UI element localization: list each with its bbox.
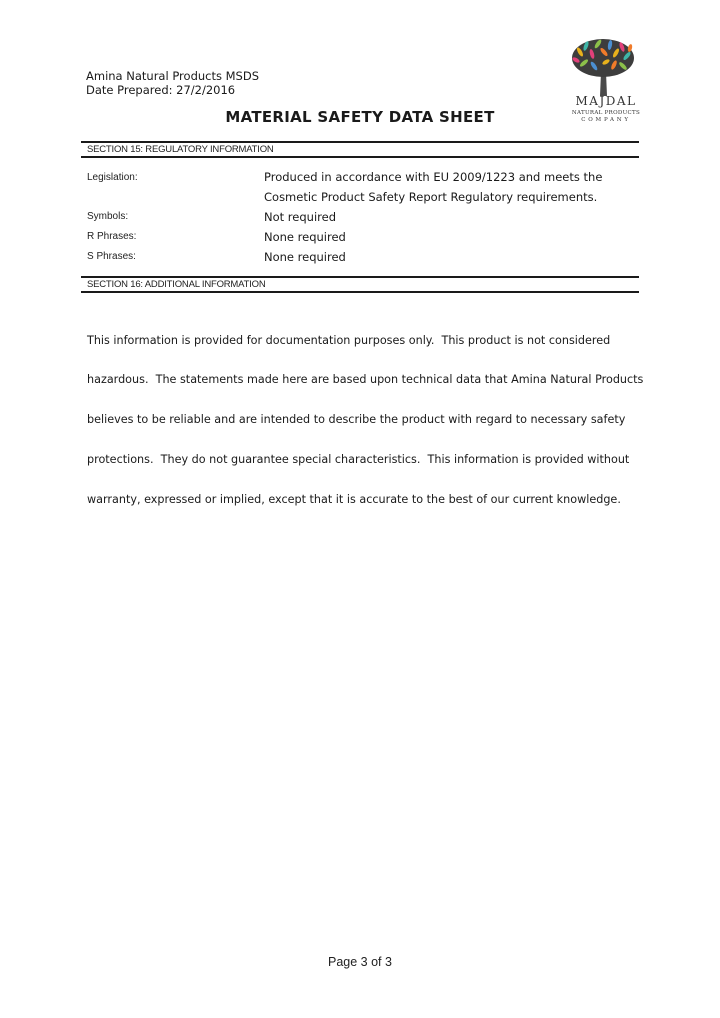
section-16-header — [81, 276, 639, 293]
paragraph-line: believes to be reliable and are intended to describe the product with regard to necessary safety — [87, 413, 626, 427]
logo-subtitle: NATURAL PRODUCTS — [571, 110, 641, 116]
legislation-label: Legislation: — [87, 172, 138, 183]
additional-information-text — [87, 307, 647, 533]
document-title: MATERIAL SAFETY DATA SHEET — [225, 108, 495, 126]
s-phrases-label: S Phrases: — [87, 251, 136, 262]
company-line: Amina Natural Products MSDS — [86, 69, 260, 83]
legislation-value-line2: Cosmetic Product Safety Report Regulatory requirements. — [264, 190, 598, 204]
r-phrases-label: R Phrases: — [87, 231, 137, 242]
logo-subtitle-company: COMPANY — [581, 117, 631, 123]
date-prepared: Date Prepared: 27/2/2016 — [86, 83, 236, 97]
paragraph-line: This information is provided for documentation purposes only. This product is not considered — [87, 333, 611, 347]
symbols-value: Not required — [264, 210, 336, 224]
logo-name: MAJDAL — [575, 94, 637, 108]
page-number: Page 3 of 3 — [328, 955, 392, 969]
section-16-heading: SECTION 16: ADDITIONAL INFORMATION — [87, 279, 266, 290]
olive-tree-icon — [570, 38, 636, 96]
paragraph-line: warranty, expressed or implied, except that it is accurate to the best of our current knowledge. — [87, 493, 621, 507]
legislation-value-line1: Produced in accordance with EU 2009/1223 and meets the — [264, 170, 603, 184]
symbols-label: Symbols: — [87, 211, 129, 222]
paragraph-line: hazardous. The statements made here are based upon technical data that Amina Natural Products — [87, 373, 644, 387]
r-phrases-value: None required — [264, 230, 346, 244]
section-15-heading: SECTION 15: REGULATORY INFORMATION — [87, 144, 274, 155]
paragraph-line: protections. They do not guarantee special characteristics. This information is provided without — [87, 453, 630, 467]
s-phrases-value: None required — [264, 250, 346, 264]
section-15-header — [81, 141, 639, 158]
